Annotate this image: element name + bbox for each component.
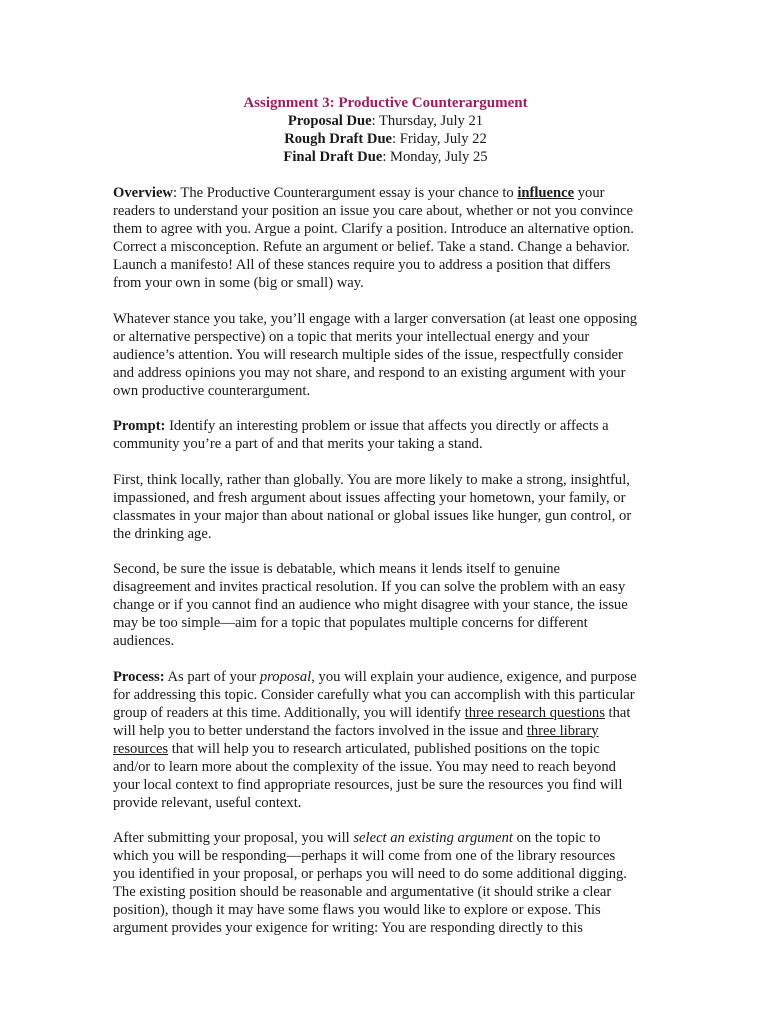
- first-line: classmates in your major than about national or global issues like hunger, gun control, or: [113, 507, 632, 524]
- prompt-label: Prompt:: [113, 418, 166, 434]
- process-text: , you will explain your audience, exigence, and purpose: [311, 668, 637, 685]
- rough-draft-due-line: [113, 130, 658, 148]
- stance-line: and address opinions you may not share, and respond to an existing argument with your: [113, 364, 626, 381]
- first-line: the drinking age.: [113, 525, 212, 542]
- after-line: argument provides your exigence for writing: You are responding directly to this: [113, 920, 583, 936]
- second-line: Second, be sure the issue is debatable, which means it lends itself to genuine: [113, 561, 561, 577]
- stance-line: Whatever stance you take, you’ll engage with a larger conversation (at least one opposing: [113, 310, 638, 327]
- stance-line: or alternative perspective) on a topic that merits your intellectual energy and your: [113, 328, 590, 345]
- process-text: that: [604, 704, 631, 721]
- after-line: The existing position should be reasonable and argumentative (it should strike a clear: [113, 884, 612, 900]
- library-resources-underline: three library: [526, 722, 599, 739]
- stance-paragraph: [113, 310, 658, 400]
- overview-line: readers to understand your position an issue you care about, whether or not you convince: [113, 203, 633, 219]
- first-line: First, think locally, rather than globally. You are more likely to make a strong, insightful,: [113, 471, 630, 488]
- after-text: on the topic to: [512, 830, 601, 846]
- assignment-title: Assignment 3: Productive Counterargument: [243, 95, 528, 111]
- prompt-line: community you’re a part of and that merits your taking a stand.: [113, 436, 483, 452]
- after-line: you identified in your proposal, or perhaps you will need to do some additional digging.: [113, 866, 627, 882]
- first-paragraph: [113, 471, 658, 543]
- second-line: disagreement and invites practical resolution. If you can solve the problem with an easy: [113, 579, 626, 595]
- after-line: position), though it may have some flaws you would like to explore or expose. This: [113, 902, 601, 918]
- influence-emphasis: influence: [517, 185, 575, 201]
- first-line: impassioned, and fresh argument about issues affecting your hometown, your family, or: [113, 489, 626, 506]
- overview-paragraph: [113, 184, 658, 292]
- overview-line: Correct a misconception. Refute an argument or belief. Take a stand. Change a behavior.: [113, 239, 630, 255]
- after-text: After submitting your proposal, you will: [113, 830, 354, 846]
- process-label: Process:: [113, 668, 165, 685]
- existing-argument-emphasis: select an existing argument: [353, 830, 513, 846]
- final-draft-due-label: Final Draft Due: [283, 149, 383, 165]
- process-text: group of readers at this time. Additionally, you will identify: [113, 704, 465, 721]
- process-text: will help you to better understand the factors involved in the issue and: [113, 722, 527, 739]
- final-draft-due-date: : Monday, July 25: [382, 149, 488, 165]
- after-paragraph: [113, 829, 658, 937]
- research-questions-underline: three research questions: [464, 704, 605, 721]
- proposal-due-label: Proposal Due: [287, 113, 372, 129]
- second-paragraph: [113, 560, 658, 650]
- process-line: your local context to find appropriate resources, just be sure the resources you find will: [113, 776, 623, 793]
- process-line: for addressing this topic. Consider carefully what you can accomplish with this particular: [113, 686, 635, 703]
- overview-line: Launch a manifesto! All of these stances require you to address a position that differs: [113, 257, 611, 273]
- proposal-emphasis: proposal: [259, 668, 312, 685]
- overview-text: your: [574, 185, 605, 201]
- process-text: As part of your: [164, 668, 260, 685]
- prompt-paragraph: [113, 417, 658, 453]
- proposal-due-date: : Thursday, July 21: [371, 113, 484, 129]
- process-line: and/or to learn more about the complexity of the issue. You may need to reach beyond: [113, 758, 616, 775]
- final-draft-due-line: [113, 148, 658, 166]
- overview-line: them to agree with you. Argue a point. Clarify a position. Introduce an alternative option.: [113, 221, 634, 237]
- overview-label: Overview: [113, 185, 173, 201]
- library-resources-underline: resources: [113, 740, 169, 757]
- second-line: audiences.: [113, 633, 175, 649]
- overview-line: from your own in some (big or small) way.: [113, 275, 364, 291]
- process-text: that will help you to research articulated, published positions on the topic: [168, 740, 600, 757]
- second-line: may be too simple—aim for a topic that populates multiple concerns for different: [113, 615, 588, 631]
- rough-draft-due-date: : Friday, July 22: [392, 131, 487, 147]
- prompt-text: Identify an interesting problem or issue that affects you directly or affects a: [165, 418, 609, 434]
- rough-draft-due-label: Rough Draft Due: [284, 131, 393, 147]
- process-line: provide relevant, useful context.: [113, 794, 302, 811]
- process-paragraph: [113, 668, 658, 812]
- second-line: change or if you cannot find an audience who might disagree with your stance, the issue: [113, 597, 628, 613]
- stance-line: audience’s attention. You will research multiple sides of the issue, respectfully consider: [113, 346, 623, 363]
- stance-line: own productive counterargument.: [113, 382, 311, 399]
- overview-text: : The Productive Counterargument essay is your chance to: [172, 185, 518, 201]
- assignment-header: [113, 94, 658, 166]
- after-line: which you will be responding—perhaps it will come from one of the library resources: [113, 848, 616, 864]
- proposal-due-line: [113, 112, 658, 130]
